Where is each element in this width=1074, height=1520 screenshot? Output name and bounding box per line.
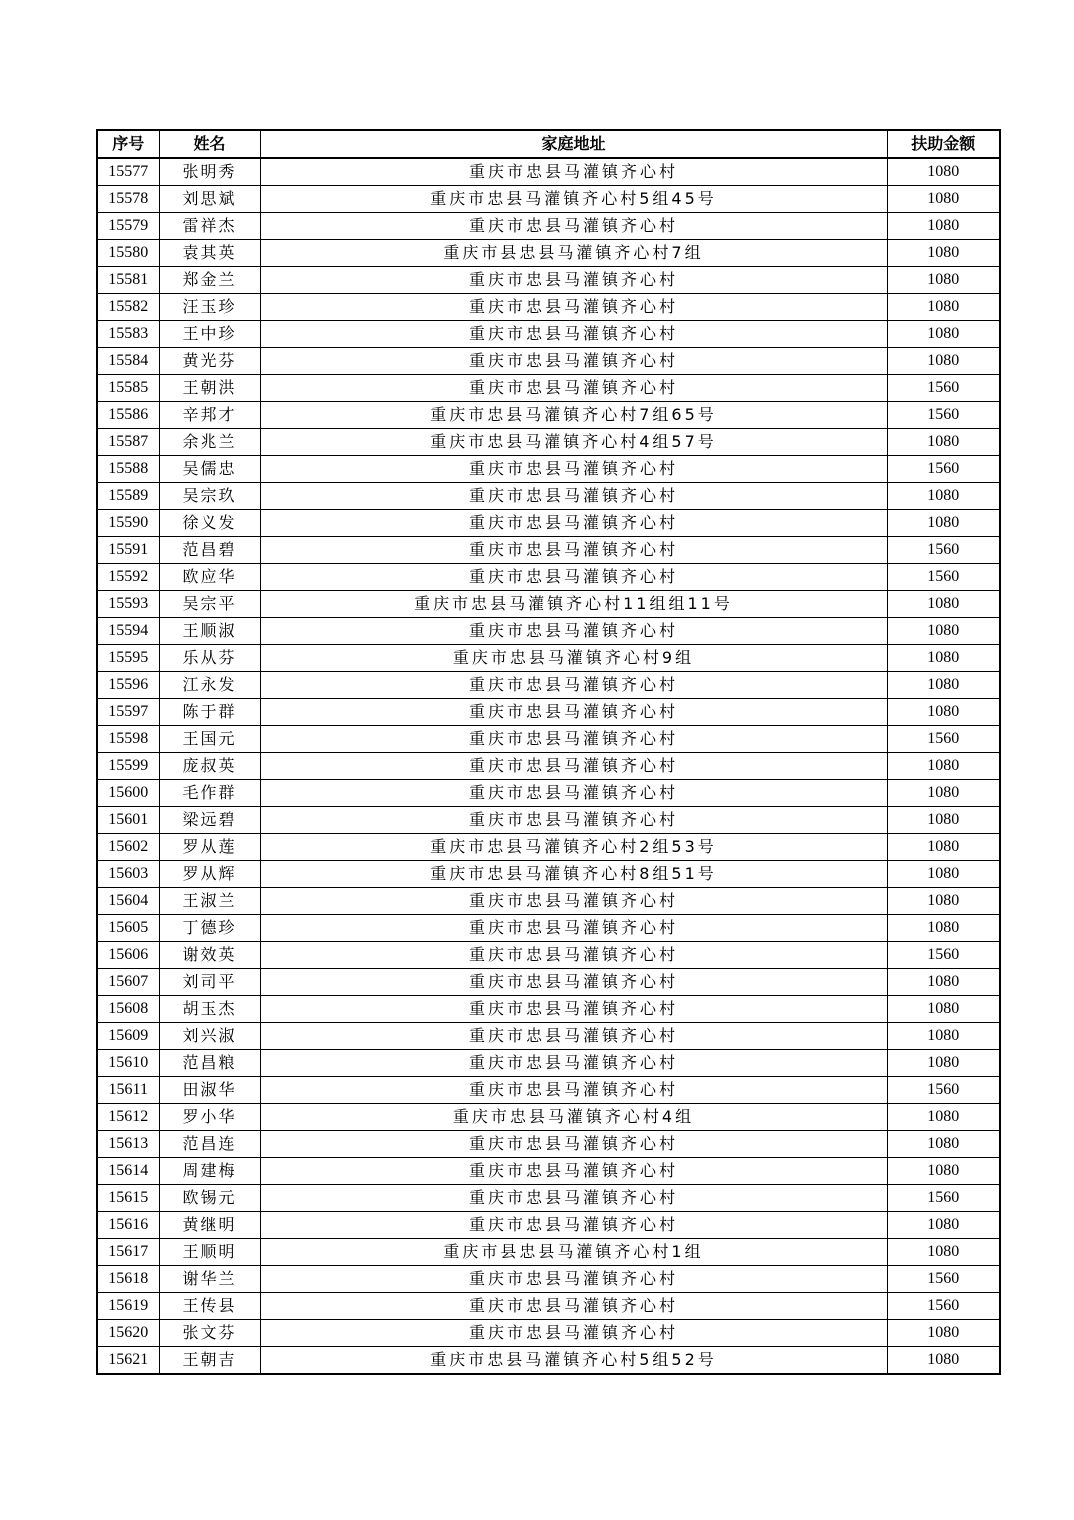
cell-serial-number: 15613: [97, 1131, 159, 1158]
cell-name: 刘司平: [159, 969, 260, 996]
cell-serial-number: 15583: [97, 321, 159, 348]
cell-assistance-amount: 1080: [887, 1104, 1000, 1131]
cell-name: 范昌碧: [159, 537, 260, 564]
cell-name: 汪玉珍: [159, 294, 260, 321]
table-row: [97, 456, 1000, 483]
table-row: [97, 1320, 1000, 1347]
cell-serial-number: 15599: [97, 753, 159, 780]
table-row: [97, 672, 1000, 699]
cell-serial-number: 15620: [97, 1320, 159, 1347]
cell-name: 吴儒忠: [159, 456, 260, 483]
cell-name: 吴宗玖: [159, 483, 260, 510]
cell-name: 王朝洪: [159, 375, 260, 402]
cell-assistance-amount: 1080: [887, 1050, 1000, 1077]
cell-name: 王淑兰: [159, 888, 260, 915]
cell-home-address: 重庆市忠县马灌镇齐心村: [260, 294, 887, 321]
cell-name: 王顺淑: [159, 618, 260, 645]
cell-serial-number: 15614: [97, 1158, 159, 1185]
cell-assistance-amount: 1560: [887, 1266, 1000, 1293]
cell-serial-number: 15580: [97, 240, 159, 267]
cell-name: 范昌连: [159, 1131, 260, 1158]
cell-serial-number: 15577: [97, 158, 159, 186]
cell-serial-number: 15590: [97, 510, 159, 537]
cell-assistance-amount: 1080: [887, 348, 1000, 375]
cell-serial-number: 15586: [97, 402, 159, 429]
table-row: [97, 186, 1000, 213]
cell-serial-number: 15605: [97, 915, 159, 942]
table-row: [97, 1158, 1000, 1185]
cell-assistance-amount: 1080: [887, 915, 1000, 942]
cell-assistance-amount: 1080: [887, 699, 1000, 726]
table-row: [97, 213, 1000, 240]
cell-home-address: 重庆市忠县马灌镇齐心村: [260, 1293, 887, 1320]
cell-home-address: 重庆市忠县马灌镇齐心村: [260, 348, 887, 375]
table-header: [97, 130, 1000, 158]
cell-home-address: 重庆市忠县马灌镇齐心村: [260, 564, 887, 591]
cell-assistance-amount: 1560: [887, 1185, 1000, 1212]
table-row: [97, 402, 1000, 429]
cell-serial-number: 15616: [97, 1212, 159, 1239]
cell-name: 乐从芬: [159, 645, 260, 672]
cell-serial-number: 15598: [97, 726, 159, 753]
cell-assistance-amount: 1080: [887, 294, 1000, 321]
cell-home-address: 重庆市忠县马灌镇齐心村: [260, 1212, 887, 1239]
cell-serial-number: 15610: [97, 1050, 159, 1077]
cell-assistance-amount: 1080: [887, 321, 1000, 348]
cell-assistance-amount: 1560: [887, 456, 1000, 483]
cell-home-address: 重庆市忠县马灌镇齐心村8组51号: [260, 861, 887, 888]
table-row: [97, 888, 1000, 915]
table-row: [97, 294, 1000, 321]
cell-serial-number: 15591: [97, 537, 159, 564]
cell-name: 谢效英: [159, 942, 260, 969]
table-row: [97, 645, 1000, 672]
cell-serial-number: 15600: [97, 780, 159, 807]
cell-home-address: 重庆市忠县马灌镇齐心村4组: [260, 1104, 887, 1131]
cell-serial-number: 15621: [97, 1347, 159, 1375]
cell-home-address: 重庆市忠县马灌镇齐心村5组45号: [260, 186, 887, 213]
cell-name: 罗小华: [159, 1104, 260, 1131]
cell-name: 张明秀: [159, 158, 260, 186]
table-row: [97, 1023, 1000, 1050]
cell-home-address: 重庆市忠县马灌镇齐心村: [260, 510, 887, 537]
table-row: [97, 618, 1000, 645]
cell-name: 王国元: [159, 726, 260, 753]
cell-assistance-amount: 1080: [887, 240, 1000, 267]
cell-home-address: 重庆市忠县马灌镇齐心村: [260, 780, 887, 807]
header-row: [97, 130, 1000, 158]
table-row: [97, 1347, 1000, 1375]
cell-name: 江永发: [159, 672, 260, 699]
cell-assistance-amount: 1080: [887, 429, 1000, 456]
cell-serial-number: 15585: [97, 375, 159, 402]
cell-serial-number: 15606: [97, 942, 159, 969]
cell-assistance-amount: 1560: [887, 537, 1000, 564]
cell-home-address: 重庆市忠县马灌镇齐心村: [260, 1266, 887, 1293]
cell-serial-number: 15611: [97, 1077, 159, 1104]
header-serial-number: 序号: [97, 130, 159, 158]
cell-name: 罗从莲: [159, 834, 260, 861]
cell-home-address: 重庆市忠县马灌镇齐心村: [260, 915, 887, 942]
cell-home-address: 重庆市忠县马灌镇齐心村: [260, 1131, 887, 1158]
table-row: [97, 158, 1000, 186]
cell-serial-number: 15597: [97, 699, 159, 726]
cell-home-address: 重庆市忠县马灌镇齐心村: [260, 537, 887, 564]
cell-serial-number: 15578: [97, 186, 159, 213]
cell-home-address: 重庆市忠县马灌镇齐心村: [260, 158, 887, 186]
cell-name: 袁其英: [159, 240, 260, 267]
cell-assistance-amount: 1080: [887, 158, 1000, 186]
cell-name: 庞叔英: [159, 753, 260, 780]
cell-name: 王顺明: [159, 1239, 260, 1266]
cell-name: 王朝吉: [159, 1347, 260, 1375]
table-row: [97, 321, 1000, 348]
table-row: [97, 1131, 1000, 1158]
cell-home-address: 重庆市忠县马灌镇齐心村4组57号: [260, 429, 887, 456]
cell-home-address: 重庆市忠县马灌镇齐心村: [260, 699, 887, 726]
table-row: [97, 1293, 1000, 1320]
cell-assistance-amount: 1560: [887, 564, 1000, 591]
cell-home-address: 重庆市忠县马灌镇齐心村: [260, 672, 887, 699]
cell-assistance-amount: 1080: [887, 1158, 1000, 1185]
cell-serial-number: 15592: [97, 564, 159, 591]
cell-assistance-amount: 1080: [887, 807, 1000, 834]
cell-assistance-amount: 1080: [887, 1239, 1000, 1266]
cell-name: 刘思斌: [159, 186, 260, 213]
table-row: [97, 537, 1000, 564]
cell-name: 郑金兰: [159, 267, 260, 294]
cell-serial-number: 15588: [97, 456, 159, 483]
cell-assistance-amount: 1080: [887, 1212, 1000, 1239]
cell-home-address: 重庆市忠县马灌镇齐心村: [260, 1023, 887, 1050]
cell-serial-number: 15617: [97, 1239, 159, 1266]
table-row: [97, 969, 1000, 996]
cell-assistance-amount: 1080: [887, 996, 1000, 1023]
cell-serial-number: 15587: [97, 429, 159, 456]
cell-home-address: 重庆市忠县马灌镇齐心村: [260, 888, 887, 915]
cell-home-address: 重庆市忠县马灌镇齐心村: [260, 726, 887, 753]
table-row: [97, 483, 1000, 510]
cell-name: 徐义发: [159, 510, 260, 537]
cell-home-address: 重庆市忠县马灌镇齐心村: [260, 213, 887, 240]
table-row: [97, 1266, 1000, 1293]
table-row: [97, 861, 1000, 888]
cell-assistance-amount: 1080: [887, 1347, 1000, 1375]
cell-home-address: 重庆市忠县马灌镇齐心村: [260, 1050, 887, 1077]
cell-name: 罗从辉: [159, 861, 260, 888]
table-row: [97, 591, 1000, 618]
table-body: [97, 158, 1000, 1374]
cell-name: 余兆兰: [159, 429, 260, 456]
cell-serial-number: 15603: [97, 861, 159, 888]
cell-name: 田淑华: [159, 1077, 260, 1104]
cell-serial-number: 15589: [97, 483, 159, 510]
cell-home-address: 重庆市忠县马灌镇齐心村5组52号: [260, 1347, 887, 1375]
cell-home-address: 重庆市县忠县马灌镇齐心村1组: [260, 1239, 887, 1266]
cell-home-address: 重庆市忠县马灌镇齐心村: [260, 618, 887, 645]
cell-serial-number: 15619: [97, 1293, 159, 1320]
cell-name: 欧应华: [159, 564, 260, 591]
table-row: [97, 807, 1000, 834]
cell-home-address: 重庆市忠县马灌镇齐心村: [260, 1077, 887, 1104]
cell-serial-number: 15612: [97, 1104, 159, 1131]
table-row: [97, 753, 1000, 780]
cell-name: 胡玉杰: [159, 996, 260, 1023]
cell-assistance-amount: 1080: [887, 213, 1000, 240]
cell-home-address: 重庆市忠县马灌镇齐心村9组: [260, 645, 887, 672]
table-row: [97, 1104, 1000, 1131]
cell-home-address: 重庆市忠县马灌镇齐心村: [260, 375, 887, 402]
cell-name: 吴宗平: [159, 591, 260, 618]
cell-serial-number: 15602: [97, 834, 159, 861]
cell-assistance-amount: 1080: [887, 1320, 1000, 1347]
table-row: [97, 240, 1000, 267]
header-name: 姓名: [159, 130, 260, 158]
cell-name: 刘兴淑: [159, 1023, 260, 1050]
cell-serial-number: 15615: [97, 1185, 159, 1212]
table-row: [97, 1239, 1000, 1266]
cell-name: 黄光芬: [159, 348, 260, 375]
cell-assistance-amount: 1560: [887, 1293, 1000, 1320]
cell-assistance-amount: 1080: [887, 834, 1000, 861]
cell-assistance-amount: 1080: [887, 186, 1000, 213]
cell-home-address: 重庆市忠县马灌镇齐心村: [260, 1320, 887, 1347]
cell-serial-number: 15584: [97, 348, 159, 375]
cell-name: 周建梅: [159, 1158, 260, 1185]
cell-home-address: 重庆市忠县马灌镇齐心村2组53号: [260, 834, 887, 861]
cell-serial-number: 15604: [97, 888, 159, 915]
cell-home-address: 重庆市忠县马灌镇齐心村: [260, 942, 887, 969]
table-row: [97, 348, 1000, 375]
cell-home-address: 重庆市忠县马灌镇齐心村: [260, 1158, 887, 1185]
table-row: [97, 942, 1000, 969]
cell-name: 毛作群: [159, 780, 260, 807]
cell-home-address: 重庆市忠县马灌镇齐心村: [260, 996, 887, 1023]
cell-assistance-amount: 1080: [887, 1023, 1000, 1050]
cell-assistance-amount: 1080: [887, 618, 1000, 645]
table-row: [97, 1077, 1000, 1104]
header-assistance-amount: 扶助金额: [887, 130, 1000, 158]
cell-home-address: 重庆市忠县马灌镇齐心村: [260, 753, 887, 780]
table-row: [97, 699, 1000, 726]
cell-serial-number: 15609: [97, 1023, 159, 1050]
cell-name: 王中珍: [159, 321, 260, 348]
table-row: [97, 375, 1000, 402]
cell-assistance-amount: 1080: [887, 510, 1000, 537]
cell-name: 张文芬: [159, 1320, 260, 1347]
cell-assistance-amount: 1080: [887, 672, 1000, 699]
cell-assistance-amount: 1560: [887, 1077, 1000, 1104]
table-row: [97, 510, 1000, 537]
cell-assistance-amount: 1080: [887, 267, 1000, 294]
cell-serial-number: 15595: [97, 645, 159, 672]
cell-assistance-amount: 1080: [887, 888, 1000, 915]
table-row: [97, 429, 1000, 456]
cell-name: 辛邦才: [159, 402, 260, 429]
table-row: [97, 780, 1000, 807]
cell-home-address: 重庆市忠县马灌镇齐心村11组组11号: [260, 591, 887, 618]
cell-assistance-amount: 1080: [887, 753, 1000, 780]
cell-serial-number: 15582: [97, 294, 159, 321]
cell-name: 陈于群: [159, 699, 260, 726]
table-row: [97, 834, 1000, 861]
cell-home-address: 重庆市忠县马灌镇齐心村: [260, 807, 887, 834]
cell-serial-number: 15579: [97, 213, 159, 240]
cell-assistance-amount: 1080: [887, 780, 1000, 807]
cell-home-address: 重庆市忠县马灌镇齐心村: [260, 483, 887, 510]
cell-name: 王传县: [159, 1293, 260, 1320]
cell-name: 丁德珍: [159, 915, 260, 942]
cell-assistance-amount: 1080: [887, 483, 1000, 510]
table-row: [97, 564, 1000, 591]
cell-home-address: 重庆市忠县马灌镇齐心村: [260, 969, 887, 996]
cell-assistance-amount: 1080: [887, 1131, 1000, 1158]
cell-serial-number: 15607: [97, 969, 159, 996]
cell-serial-number: 15596: [97, 672, 159, 699]
cell-name: 范昌粮: [159, 1050, 260, 1077]
cell-assistance-amount: 1080: [887, 591, 1000, 618]
table-row: [97, 915, 1000, 942]
cell-serial-number: 15594: [97, 618, 159, 645]
cell-name: 黄继明: [159, 1212, 260, 1239]
cell-home-address: 重庆市忠县马灌镇齐心村7组65号: [260, 402, 887, 429]
cell-serial-number: 15618: [97, 1266, 159, 1293]
cell-assistance-amount: 1080: [887, 861, 1000, 888]
cell-home-address: 重庆市县忠县马灌镇齐心村7组: [260, 240, 887, 267]
cell-name: 欧锡元: [159, 1185, 260, 1212]
cell-assistance-amount: 1560: [887, 375, 1000, 402]
assistance-roster-table: [96, 129, 1001, 1375]
cell-name: 谢华兰: [159, 1266, 260, 1293]
cell-serial-number: 15581: [97, 267, 159, 294]
cell-home-address: 重庆市忠县马灌镇齐心村: [260, 267, 887, 294]
table-row: [97, 996, 1000, 1023]
cell-home-address: 重庆市忠县马灌镇齐心村: [260, 321, 887, 348]
table-row: [97, 1050, 1000, 1077]
table-row: [97, 267, 1000, 294]
cell-assistance-amount: 1560: [887, 942, 1000, 969]
cell-name: 雷祥杰: [159, 213, 260, 240]
table-row: [97, 1185, 1000, 1212]
cell-name: 梁远碧: [159, 807, 260, 834]
cell-serial-number: 15601: [97, 807, 159, 834]
table-row: [97, 1212, 1000, 1239]
header-home-address: 家庭地址: [260, 130, 887, 158]
cell-assistance-amount: 1080: [887, 645, 1000, 672]
cell-serial-number: 15608: [97, 996, 159, 1023]
table-row: [97, 726, 1000, 753]
cell-serial-number: 15593: [97, 591, 159, 618]
cell-home-address: 重庆市忠县马灌镇齐心村: [260, 456, 887, 483]
cell-assistance-amount: 1560: [887, 402, 1000, 429]
cell-assistance-amount: 1560: [887, 726, 1000, 753]
cell-home-address: 重庆市忠县马灌镇齐心村: [260, 1185, 887, 1212]
cell-assistance-amount: 1080: [887, 969, 1000, 996]
